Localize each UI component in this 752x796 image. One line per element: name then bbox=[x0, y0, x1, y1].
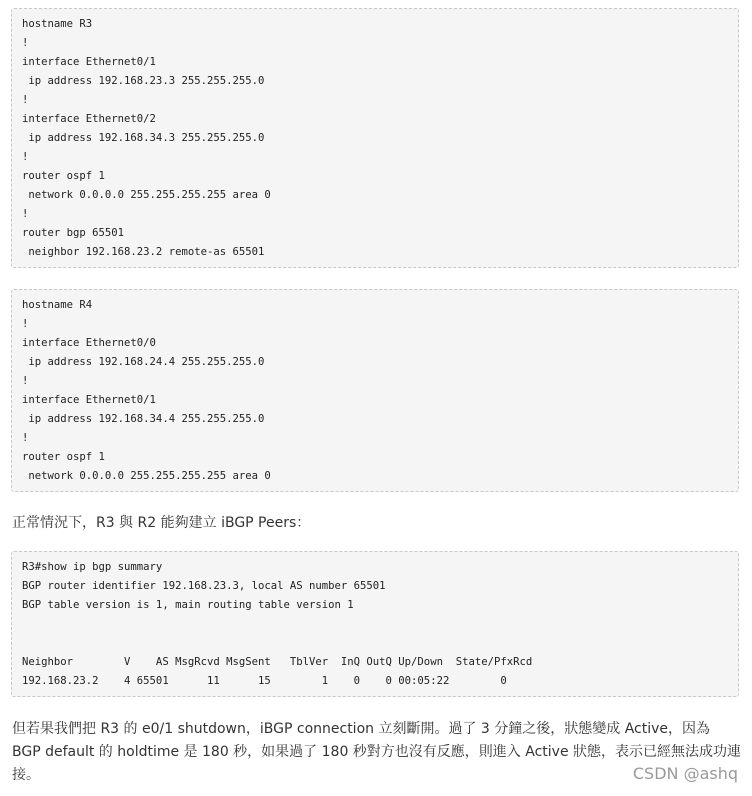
code-line: network 0.0.0.0 255.255.255.255 area 0 bbox=[22, 470, 271, 482]
code-block-r3-config bbox=[11, 8, 739, 268]
code-line: ip address 192.168.34.3 255.255.255.0 bbox=[22, 132, 265, 144]
code-line: interface Ethernet0/1 bbox=[22, 394, 156, 406]
paragraph-normal: 正常情況下，R3 與 R2 能夠建立 iBGP Peers： bbox=[12, 515, 311, 531]
code-line: interface Ethernet0/0 bbox=[22, 337, 156, 349]
code-text bbox=[22, 296, 728, 486]
code-line: interface Ethernet0/2 bbox=[22, 113, 156, 125]
code-line: hostname R4 bbox=[22, 299, 93, 311]
code-line: R3#show ip bgp summary bbox=[22, 561, 163, 573]
code-line: ! bbox=[22, 94, 29, 106]
code-line: router ospf 1 bbox=[22, 170, 105, 182]
watermark: CSDN @ashq bbox=[632, 764, 738, 783]
code-line: router ospf 1 bbox=[22, 451, 105, 463]
code-line: ! bbox=[22, 318, 29, 330]
code-line: ! bbox=[22, 375, 29, 387]
code-line: ! bbox=[22, 208, 29, 220]
paragraph-shutdown: 但若果我們把 R3 的 e0/1 shutdown，iBGP connection 立刻斷開。過了 3 分鐘之後，狀態變成 Active，因為 BGP default 的 holdtime 是 180 秒，如果過了 180 秒對方也沒有反應，則進入 Active 狀態，表示已經無法成功連接。 bbox=[12, 721, 742, 783]
code-line: neighbor 192.168.23.2 remote-as 65501 bbox=[22, 246, 265, 258]
code-line: ip address 192.168.24.4 255.255.255.0 bbox=[22, 356, 265, 368]
code-line: Neighbor V AS MsgRcvd MsgSent TblVer InQ OutQ Up/Down State/PfxRcd bbox=[22, 656, 533, 668]
code-line: network 0.0.0.0 255.255.255.255 area 0 bbox=[22, 189, 271, 201]
code-text bbox=[22, 558, 728, 691]
code-line: BGP router identifier 192.168.23.3, local AS number 65501 bbox=[22, 580, 386, 592]
code-line: ip address 192.168.34.4 255.255.255.0 bbox=[22, 413, 265, 425]
code-line: hostname R3 bbox=[22, 18, 93, 30]
code-line: ! bbox=[22, 151, 29, 163]
code-block-r4-config bbox=[11, 289, 739, 492]
code-line: interface Ethernet0/1 bbox=[22, 56, 156, 68]
code-line: ! bbox=[22, 37, 29, 49]
code-line: BGP table version is 1, main routing table version 1 bbox=[22, 599, 354, 611]
code-line: router bgp 65501 bbox=[22, 227, 125, 239]
code-line: ! bbox=[22, 432, 29, 444]
code-line: 192.168.23.2 4 65501 11 15 1 0 0 00:05:22 0 bbox=[22, 675, 507, 687]
code-block-show-bgp-summary bbox=[11, 551, 739, 697]
code-line: ip address 192.168.23.3 255.255.255.0 bbox=[22, 75, 265, 87]
code-text bbox=[22, 15, 728, 262]
